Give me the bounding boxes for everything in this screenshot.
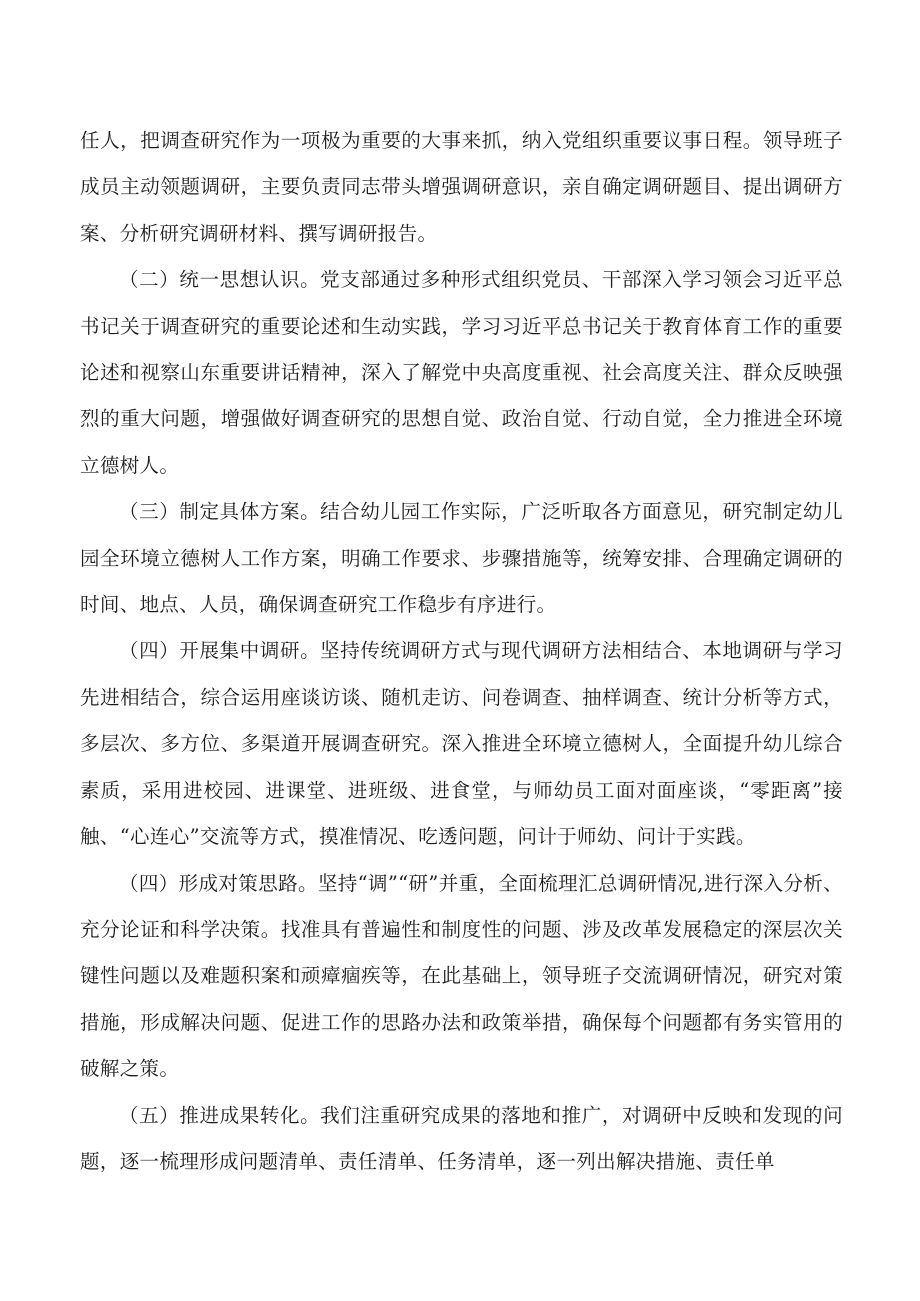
paragraph-countermeasures: （四）形成对策思路。坚持“调”“研”并重，全面梳理汇总调研情况,进行深入分析、充分论证和科学决策。找准具有普遍性和制度性的问题、涉及改革发展稳定的深层次关键性问题以及难题积案和顽瘴痼疾等，在此基础上，领导班子交流调研情况，研究对策措施，形成解决问题、促进工作的思路办法和政策举措，确保每个问题都有务实管用的破解之策。: [80, 871, 843, 1081]
paragraph-specific-plan: （三）制定具体方案。结合幼儿园工作实际，广泛听取各方面意见，研究制定幼儿园全环境立德树人工作方案，明确工作要求、步骤措施等，统筹安排、合理确定调研的时间、地点、人员，确保调查研究工作稳步有序进行。: [80, 500, 843, 617]
document-body: [80, 118, 843, 1185]
paragraph-continuation: 任人，把调查研究作为一项极为重要的大事来抓，纳入党组织重要议事日程。领导班子成员主动领题调研，主要负责同志带头增强调研意识，亲自确定调研题目、提出调研方案、分析研究调研材料、撰写调研报告。: [80, 129, 843, 245]
paragraph-results-transformation: （五）推进成果转化。我们注重研究成果的落地和推广，对调研中反映和发现的问题，逐一梳理形成问题清单、责任清单、任务清单，逐一列出解决措施、责任单: [80, 1103, 843, 1173]
paragraph-unify-thinking: （二）统一思想认识。党支部通过多种形式组织党员、干部深入学习领会习近平总书记关于调查研究的重要论述和生动实践，学习习近平总书记关于教育体育工作的重要论述和视察山东重要讲话精神，深入了解党中央高度重视、社会高度关注、群众反映强烈的重大问题，增强做好调查研究的思想自觉、政治自觉、行动自觉，全力推进全环境立德树人。: [80, 268, 843, 477]
paragraph-centralized-research: （四）开展集中调研。坚持传统调研方式与现代调研方法相结合、本地调研与学习先进相结合，综合运用座谈访谈、随机走访、问卷调查、抽样调查、统计分析等方式，多层次、多方位、多渠道开展调查研究。深入推进全环境立德树人，全面提升幼儿综合素质，采用进校园、进课堂、进班级、进食堂，与师幼员工面对面座谈，“零距离”接触、“心连心”交流等方式，摸准情况、吃透问题，问计于师幼、问计于实践。: [80, 639, 843, 849]
